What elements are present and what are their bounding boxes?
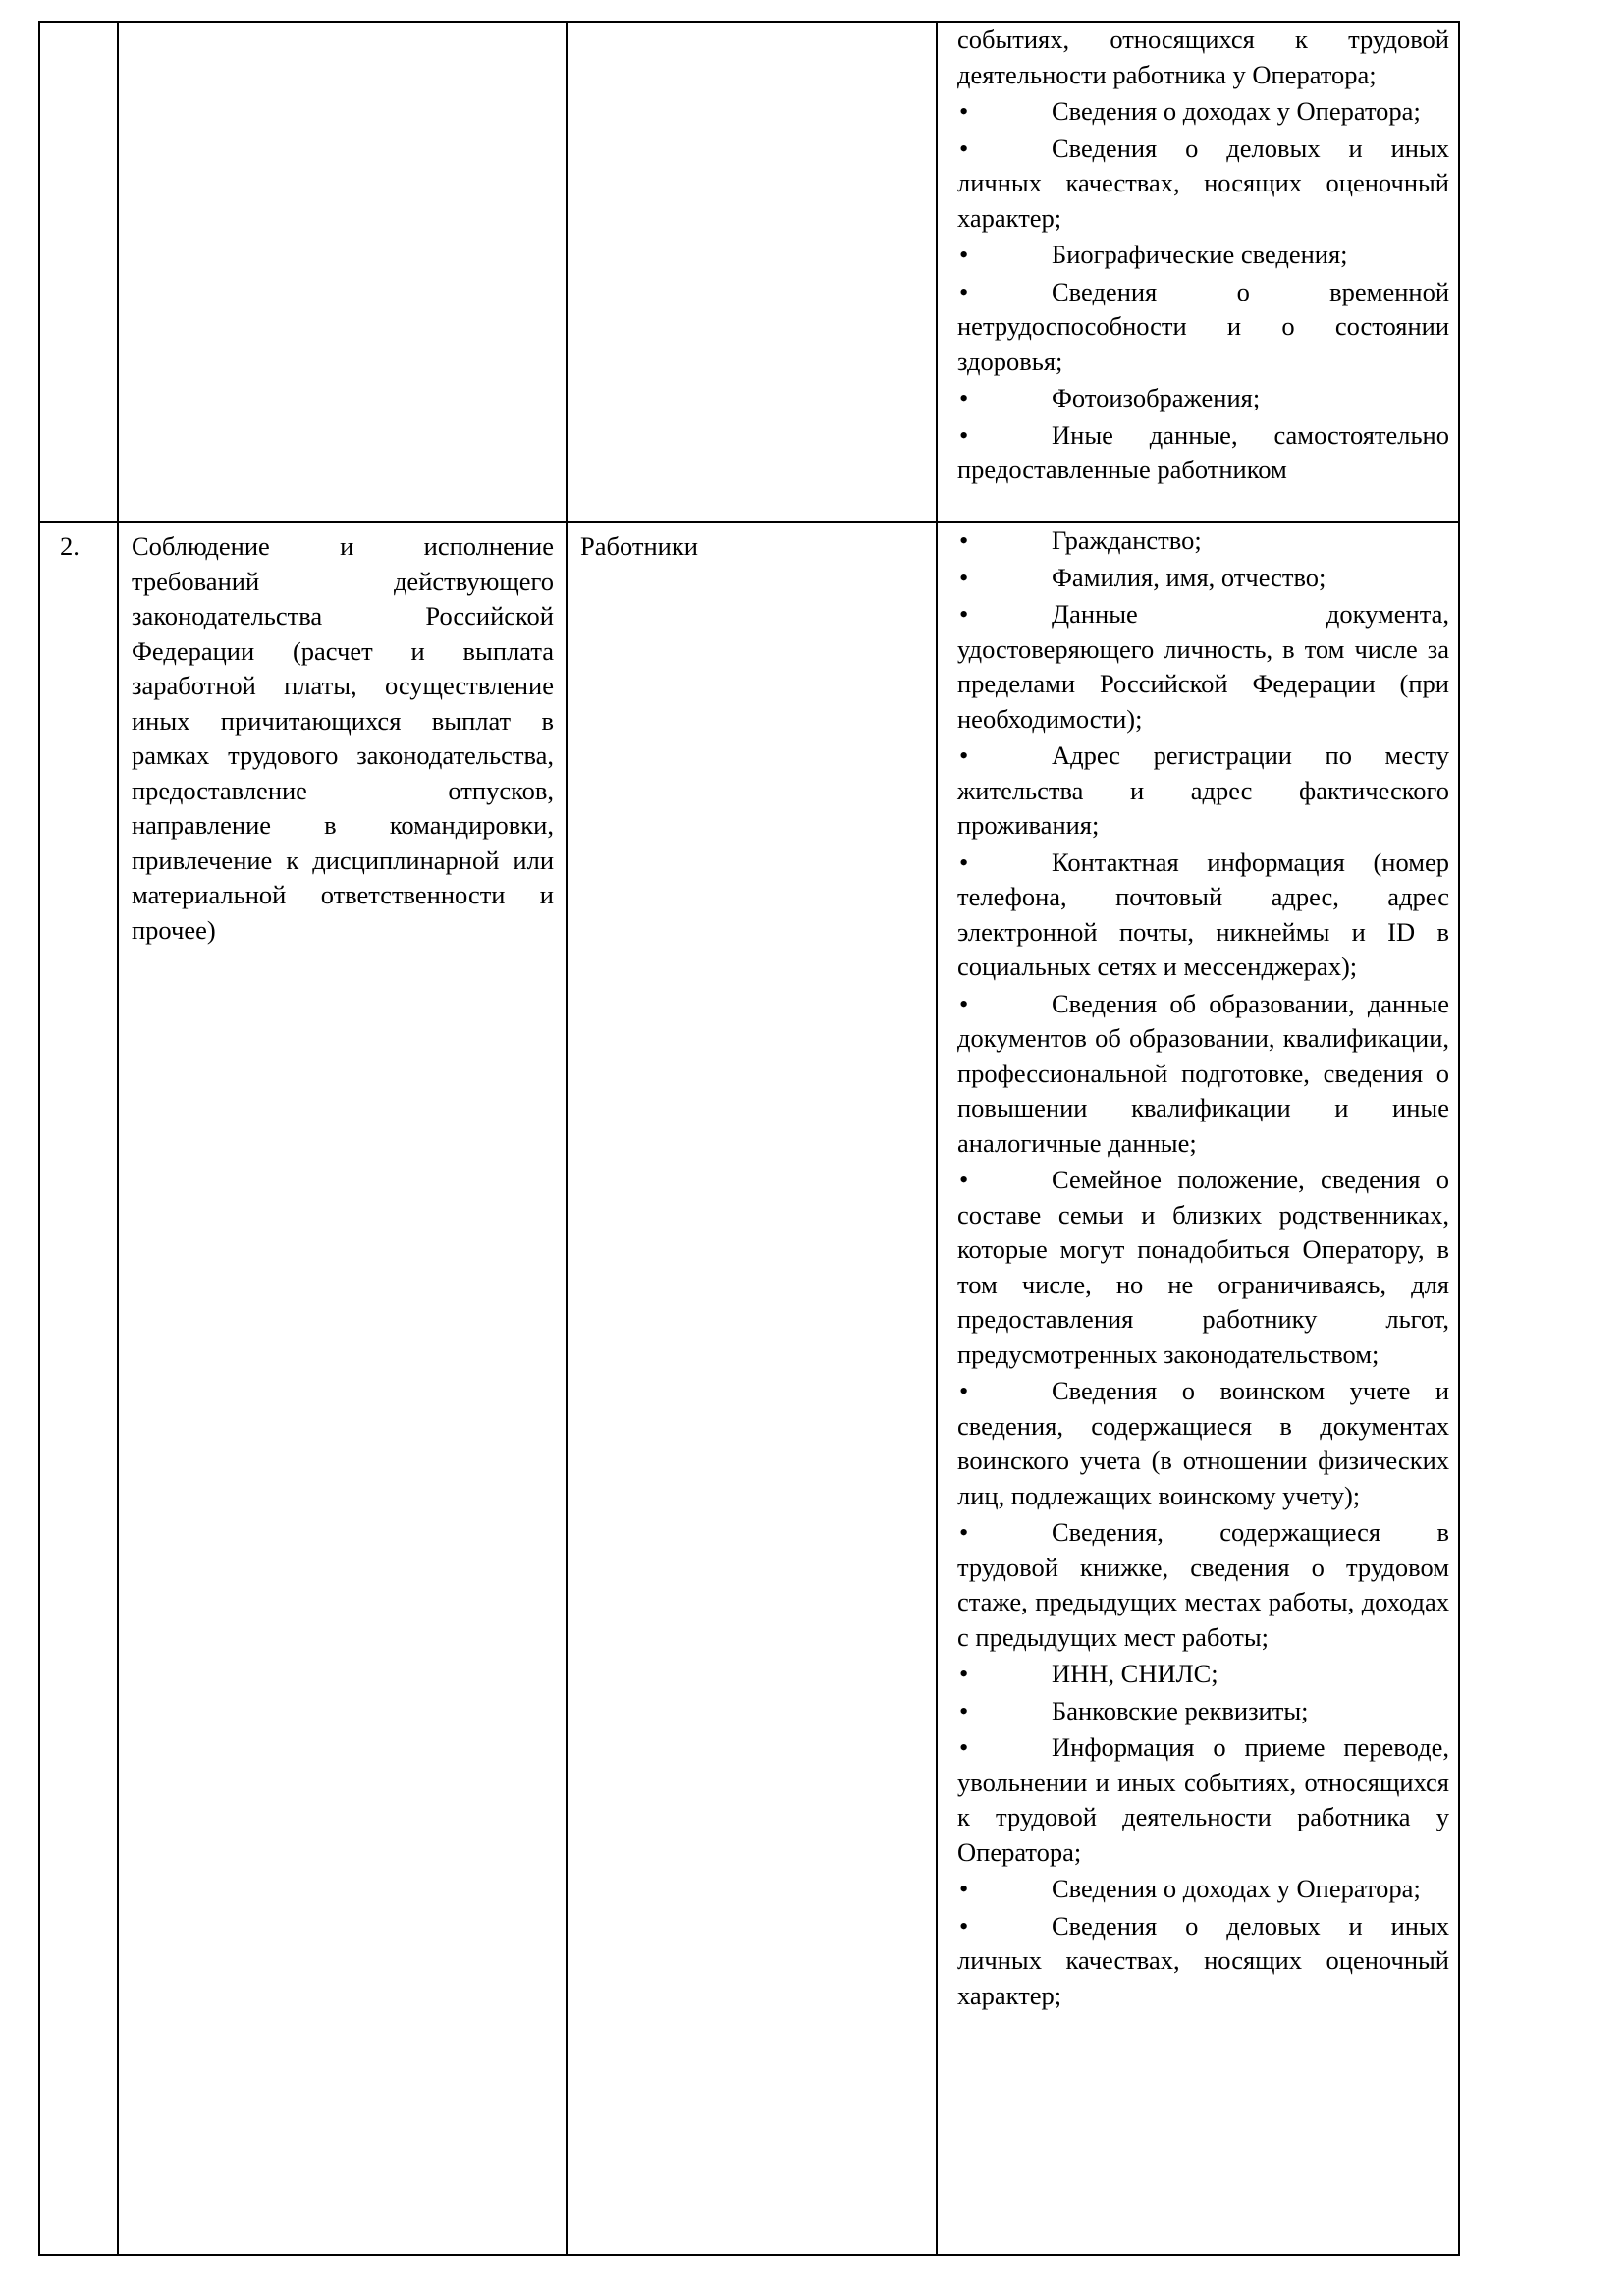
list-item: • Сведения о доходах у Оператора; [957, 94, 1449, 130]
bullet-icon: • [959, 1659, 969, 1688]
bullet-icon: • [959, 525, 969, 555]
bullet-icon: • [959, 1695, 969, 1725]
bullet-icon: • [959, 599, 969, 629]
data-categories-list [957, 523, 1449, 2013]
subjects-cell [567, 22, 937, 522]
list-item: • Сведения о временной нетрудоспособности и о состоянии здоровья; [957, 276, 1449, 376]
list-item: • Фотоизображения; [957, 381, 1449, 416]
row-number-cell [39, 22, 118, 522]
list-item: • Данные документа, удостоверяющего личность, в том числе за пределами Российской Федерации (при необходимости); [957, 599, 1449, 734]
purpose-cell [118, 22, 567, 522]
list-item: • Биографические сведения; [957, 238, 1449, 273]
list-item: событиях, относящихся к трудовой деятельности работника у Оператора; [957, 25, 1449, 89]
data-categories-cell [937, 522, 1459, 2255]
list-item: • ИНН, СНИЛС; [957, 1657, 1449, 1692]
bullet-icon: • [959, 1910, 969, 1941]
list-item: • Адрес регистрации по месту жительства и адрес фактического проживания; [957, 740, 1449, 840]
bullet-icon: • [959, 1874, 969, 1903]
bullet-icon: • [959, 96, 969, 126]
list-item: • Иные данные, самостоятельно предоставленные работником [957, 419, 1449, 484]
bullet-icon: • [959, 276, 969, 306]
bullet-icon: • [959, 740, 969, 770]
list-item: • Информация о приеме переводе, увольнении и иных событиях, относящихся к трудовой деятельности работника у Оператора; [957, 1732, 1449, 1867]
list-item: • Гражданство; [957, 523, 1449, 559]
bullet-icon: • [959, 240, 969, 269]
bullet-icon: • [959, 1517, 969, 1547]
bullet-icon: • [959, 847, 969, 877]
personal-data-table [38, 21, 1460, 2256]
row-number-cell: 2. [39, 522, 118, 2255]
list-item: • Фамилия, имя, отчество; [957, 561, 1449, 596]
list-item: • Контактная информация (номер телефона, почтовый адрес, адрес электронной почты, никнеймы и ID в социальных сетях и мессенджерах); [957, 847, 1449, 981]
bullet-icon: • [959, 419, 969, 450]
data-categories-cell [937, 22, 1459, 522]
list-item: • Сведения о деловых и иных личных качествах, носящих оценочный характер; [957, 1910, 1449, 2010]
bullet-icon: • [959, 988, 969, 1018]
bullet-icon: • [959, 1165, 969, 1194]
bullet-icon: • [959, 383, 969, 412]
list-item: • Банковские реквизиты; [957, 1694, 1449, 1729]
list-item: • Сведения о доходах у Оператора; [957, 1872, 1449, 1907]
bullet-icon: • [959, 1376, 969, 1405]
list-item: • Сведения о воинском учете и сведения, содержащиеся в документах воинского учета (в отношении физических лиц, подлежащих воинскому учету); [957, 1376, 1449, 1510]
list-item: • Семейное положение, сведения о составе семьи и близких родственниках, которые могут понадобиться Оператору, в том числе, но не ограничиваясь, для предоставления работнику льгот, предусмотренных законодательством; [957, 1165, 1449, 1369]
list-item: • Сведения о деловых и иных личных качествах, носящих оценочный характер; [957, 133, 1449, 233]
data-categories-list [957, 23, 1449, 488]
table-row [39, 22, 1459, 522]
bullet-icon: • [959, 1732, 969, 1762]
bullet-icon: • [959, 133, 969, 163]
subjects-cell: Работники [567, 522, 937, 2255]
list-item: • Сведения об образовании, данные документов об образовании, квалификации, профессиональной подготовке, сведения о повышении квалификации и иные аналогичные данные; [957, 988, 1449, 1158]
purpose-cell: Соблюдение и исполнение требований действующего законодательства Российской Федерации (расчет и выплата заработной платы, осуществление иных причитающихся выплат в рамках трудового законодательства, предоставление отпусков, направление в командировки, привлечение к дисциплинарной или материальной ответственности и прочее) [118, 522, 567, 2255]
list-item: • Сведения, содержащиеся в трудовой книжке, сведения о трудовом стаже, предыдущих местах работы, доходах с предыдущих мест работы; [957, 1517, 1449, 1652]
table-row [39, 522, 1459, 2255]
bullet-icon: • [959, 562, 969, 592]
